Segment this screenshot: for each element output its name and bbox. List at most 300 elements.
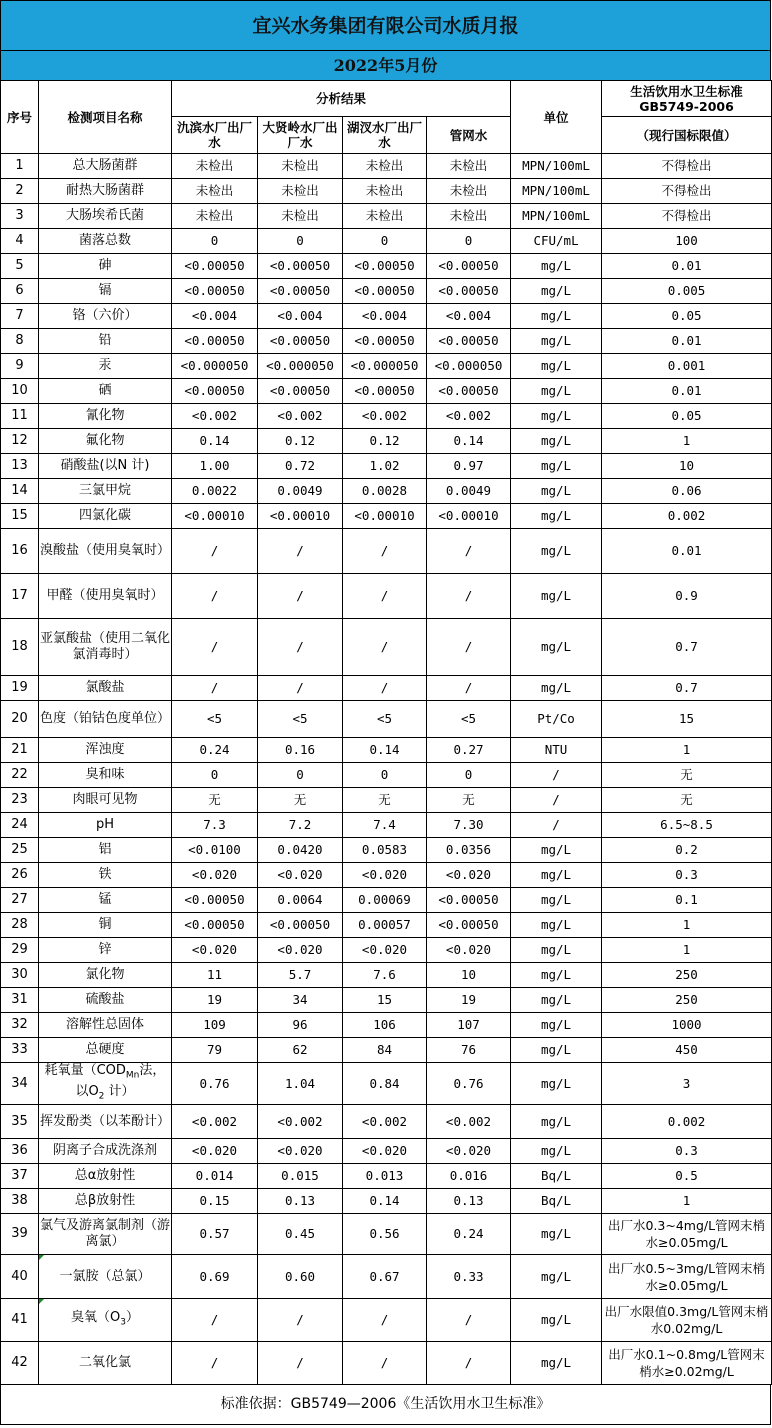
result-value: 0.015	[258, 1164, 343, 1189]
result-value: <0.00050	[258, 379, 343, 404]
result-value: <0.004	[427, 304, 511, 329]
result-value: <0.00010	[343, 504, 427, 529]
result-value: 无	[343, 788, 427, 813]
row-number: 4	[1, 229, 39, 254]
result-value: 0	[343, 763, 427, 788]
result-value: /	[258, 1299, 343, 1342]
unit-value: mg/L	[511, 574, 602, 619]
result-value: 0.016	[427, 1164, 511, 1189]
result-value: 未检出	[427, 154, 511, 179]
result-value: /	[172, 574, 258, 619]
result-value: 0.76	[427, 1063, 511, 1105]
standard-limit: 0.01	[602, 329, 772, 354]
row-number: 8	[1, 329, 39, 354]
item-name: 溴酸盐（使用臭氧时）	[39, 529, 172, 574]
unit-value: mg/L	[511, 963, 602, 988]
result-value: <0.00050	[172, 254, 258, 279]
col-header-analysis: 分析结果	[172, 81, 511, 117]
result-value: 0	[172, 763, 258, 788]
row-number: 24	[1, 813, 39, 838]
table-row	[1, 454, 772, 479]
result-value: <0.00050	[343, 379, 427, 404]
row-number: 27	[1, 888, 39, 913]
item-name: 四氯化碳	[39, 504, 172, 529]
item-name: 总α放射性	[39, 1164, 172, 1189]
unit-value: MPN/100mL	[511, 204, 602, 229]
result-value: <0.020	[427, 1139, 511, 1164]
result-value: <0.020	[427, 938, 511, 963]
result-value: 0.0064	[258, 888, 343, 913]
result-value: <0.000050	[258, 354, 343, 379]
result-value: 无	[427, 788, 511, 813]
result-value: 0	[258, 763, 343, 788]
result-value: /	[172, 1342, 258, 1385]
result-value: 7.30	[427, 813, 511, 838]
table-row	[1, 1139, 772, 1164]
result-value: 0.72	[258, 454, 343, 479]
result-value: 0.24	[427, 1214, 511, 1255]
unit-value: Bq/L	[511, 1189, 602, 1214]
result-value: 无	[172, 788, 258, 813]
result-value: 0.13	[427, 1189, 511, 1214]
result-value: /	[427, 1299, 511, 1342]
item-name: 铬（六价）	[39, 304, 172, 329]
result-value: 0.00069	[343, 888, 427, 913]
unit-value: mg/L	[511, 379, 602, 404]
table-row	[1, 1063, 772, 1105]
row-number: 15	[1, 504, 39, 529]
item-name-part: 计）	[104, 1083, 135, 1099]
table-row	[1, 938, 772, 963]
unit-value: mg/L	[511, 329, 602, 354]
result-value: 0	[258, 229, 343, 254]
result-value: <0.002	[258, 404, 343, 429]
item-name: 锌	[39, 938, 172, 963]
cell-comment-marker	[39, 1299, 44, 1304]
result-value: 0.97	[427, 454, 511, 479]
row-number: 29	[1, 938, 39, 963]
row-number: 30	[1, 963, 39, 988]
col-header-plant-jiubin: 氿滨水厂出厂水	[172, 117, 258, 154]
unit-value: mg/L	[511, 619, 602, 676]
table-row	[1, 279, 772, 304]
row-number: 20	[1, 701, 39, 738]
unit-value: mg/L	[511, 1013, 602, 1038]
result-value: /	[172, 529, 258, 574]
result-value: <0.00050	[343, 329, 427, 354]
result-value: <0.020	[258, 863, 343, 888]
result-value: 0.14	[172, 429, 258, 454]
item-name: 肉眼可见物	[39, 788, 172, 813]
result-value: /	[343, 676, 427, 701]
result-value: 10	[427, 963, 511, 988]
row-number: 25	[1, 838, 39, 863]
standard-limit: 出厂水0.3~4mg/L管网末梢水≥0.05mg/L	[602, 1214, 772, 1255]
item-name: 砷	[39, 254, 172, 279]
item-name: 二氧化氯	[39, 1342, 172, 1385]
table-row	[1, 504, 772, 529]
result-value: 0	[427, 229, 511, 254]
result-value: 0.76	[172, 1063, 258, 1105]
result-value: 0.57	[172, 1214, 258, 1255]
standard-limit: 0.01	[602, 379, 772, 404]
standard-limit: 无	[602, 763, 772, 788]
result-value: <0.002	[343, 1105, 427, 1139]
result-value: <0.020	[343, 1139, 427, 1164]
item-name: 菌落总数	[39, 229, 172, 254]
row-number: 14	[1, 479, 39, 504]
result-value: 0.67	[343, 1255, 427, 1299]
result-value: <5	[258, 701, 343, 738]
result-value: <0.020	[427, 863, 511, 888]
row-number: 34	[1, 1063, 39, 1105]
result-value: 0.13	[258, 1189, 343, 1214]
standard-limit: 出厂水0.1~0.8mg/L管网末梢水≥0.02mg/L	[602, 1342, 772, 1385]
unit-value: Bq/L	[511, 1164, 602, 1189]
row-number: 1	[1, 154, 39, 179]
result-value: /	[343, 574, 427, 619]
item-name: 氟化物	[39, 429, 172, 454]
result-value: /	[258, 676, 343, 701]
table-row	[1, 529, 772, 574]
result-value: /	[172, 1299, 258, 1342]
result-value: 7.4	[343, 813, 427, 838]
standard-limit: 0.7	[602, 676, 772, 701]
standard-limit: 0.9	[602, 574, 772, 619]
result-value: 未检出	[258, 204, 343, 229]
result-value: <0.002	[427, 404, 511, 429]
result-value: 19	[427, 988, 511, 1013]
footer-note: 标准依据：GB5749—2006《生活饮用水卫生标准》	[0, 1385, 771, 1425]
result-value: 0.14	[343, 1189, 427, 1214]
item-name: 耐热大肠菌群	[39, 179, 172, 204]
item-name-part: 法，以O	[75, 1063, 166, 1099]
table-row	[1, 763, 772, 788]
result-value: 未检出	[427, 179, 511, 204]
item-name: 氯气及游离氯制剂（游离氯）	[39, 1214, 172, 1255]
unit-value: /	[511, 763, 602, 788]
result-value: 0.12	[258, 429, 343, 454]
result-value: /	[427, 1342, 511, 1385]
result-value: <0.00010	[172, 504, 258, 529]
standard-limit: 1	[602, 1189, 772, 1214]
result-value: 0.12	[343, 429, 427, 454]
unit-value: mg/L	[511, 888, 602, 913]
standard-limit: 不得检出	[602, 179, 772, 204]
table-row	[1, 1038, 772, 1063]
item-name: 三氯甲烷	[39, 479, 172, 504]
result-value: <0.00050	[172, 329, 258, 354]
row-number: 13	[1, 454, 39, 479]
result-value: <0.00050	[258, 329, 343, 354]
standard-limit: 10	[602, 454, 772, 479]
result-value: <0.00050	[172, 379, 258, 404]
result-value: <0.020	[258, 1139, 343, 1164]
unit-value: mg/L	[511, 304, 602, 329]
result-value: 未检出	[343, 204, 427, 229]
item-name-subscript: 3	[120, 1317, 126, 1328]
unit-value: mg/L	[511, 1342, 602, 1385]
item-name: 硒	[39, 379, 172, 404]
table-row	[1, 304, 772, 329]
col-header-item: 检测项目名称	[39, 81, 172, 154]
result-value: 0.0022	[172, 479, 258, 504]
standard-limit: 0.002	[602, 1105, 772, 1139]
result-value: /	[343, 619, 427, 676]
unit-value: mg/L	[511, 279, 602, 304]
row-number: 41	[1, 1299, 39, 1342]
result-value: 0.0583	[343, 838, 427, 863]
result-value: 7.2	[258, 813, 343, 838]
result-value: /	[343, 1342, 427, 1385]
standard-limit: 出厂水限值0.3mg/L管网末梢水0.02mg/L	[602, 1299, 772, 1342]
result-value: <0.020	[343, 938, 427, 963]
result-value: 0.56	[343, 1214, 427, 1255]
result-value: /	[343, 529, 427, 574]
standard-limit: 0.05	[602, 404, 772, 429]
item-name: 亚氯酸盐（使用二氧化氯消毒时）	[39, 619, 172, 676]
result-value: /	[427, 676, 511, 701]
table-row	[1, 329, 772, 354]
table-row	[1, 963, 772, 988]
table-row	[1, 838, 772, 863]
unit-value: mg/L	[511, 676, 602, 701]
item-name: 臭和味	[39, 763, 172, 788]
result-value: <0.004	[258, 304, 343, 329]
result-value: 84	[343, 1038, 427, 1063]
result-value: <0.00050	[343, 279, 427, 304]
result-value: <0.00050	[427, 379, 511, 404]
item-name-part: 耗氧量（COD	[44, 1063, 126, 1078]
report-title: 宜兴水务集团有限公司水质月报	[0, 0, 771, 50]
result-value: /	[258, 529, 343, 574]
item-name: 硫酸盐	[39, 988, 172, 1013]
row-number: 23	[1, 788, 39, 813]
result-value: 79	[172, 1038, 258, 1063]
table-row	[1, 1255, 772, 1299]
result-value: <0.002	[172, 1105, 258, 1139]
unit-value: mg/L	[511, 1105, 602, 1139]
item-name: 阴离子合成洗涤剂	[39, 1139, 172, 1164]
table-row	[1, 229, 772, 254]
table-row	[1, 738, 772, 763]
water-quality-table	[0, 80, 772, 1385]
standard-limit: 1	[602, 938, 772, 963]
result-value: 109	[172, 1013, 258, 1038]
result-value: 0.27	[427, 738, 511, 763]
result-value: 0.15	[172, 1189, 258, 1214]
result-value: 0.84	[343, 1063, 427, 1105]
result-value: /	[172, 619, 258, 676]
unit-value: MPN/100mL	[511, 179, 602, 204]
standard-limit: 0.1	[602, 888, 772, 913]
table-row	[1, 479, 772, 504]
standard-limit: 100	[602, 229, 772, 254]
header-row-1	[1, 81, 772, 117]
row-number: 40	[1, 1255, 39, 1299]
result-value: <0.00050	[172, 888, 258, 913]
result-value: 0.33	[427, 1255, 511, 1299]
table-row	[1, 1105, 772, 1139]
unit-value: NTU	[511, 738, 602, 763]
row-number: 17	[1, 574, 39, 619]
result-value: 无	[258, 788, 343, 813]
result-value: 1.00	[172, 454, 258, 479]
result-value: 11	[172, 963, 258, 988]
row-number: 32	[1, 1013, 39, 1038]
result-value: <0.002	[427, 1105, 511, 1139]
row-number: 10	[1, 379, 39, 404]
row-number: 19	[1, 676, 39, 701]
item-name: 色度（铂钴色度单位）	[39, 701, 172, 738]
item-name: 铜	[39, 913, 172, 938]
standard-limit: 出厂水0.5~3mg/L管网末梢水≥0.05mg/L	[602, 1255, 772, 1299]
col-header-standard: 生活饮用水卫生标准 GB5749-2006	[602, 81, 772, 117]
table-body	[1, 154, 772, 1385]
item-name-part: ）	[125, 1309, 139, 1325]
table-row	[1, 379, 772, 404]
table-row	[1, 863, 772, 888]
col-header-plant-daxianling: 大贤岭水厂出厂水	[258, 117, 343, 154]
table-row	[1, 1164, 772, 1189]
result-value: 0.0028	[343, 479, 427, 504]
item-name: 氯酸盐	[39, 676, 172, 701]
item-name: 总β放射性	[39, 1189, 172, 1214]
result-value: <0.00050	[172, 913, 258, 938]
unit-value: mg/L	[511, 404, 602, 429]
cell-comment-marker	[39, 1255, 44, 1260]
item-name: 氰化物	[39, 404, 172, 429]
result-value: <0.004	[343, 304, 427, 329]
result-value: 0.013	[343, 1164, 427, 1189]
item-name: 一氯胺（总氯）	[39, 1255, 172, 1299]
standard-limit: 0.5	[602, 1164, 772, 1189]
result-value: 15	[343, 988, 427, 1013]
unit-value: Pt/Co	[511, 701, 602, 738]
result-value: <0.00050	[427, 913, 511, 938]
result-value: <0.000050	[172, 354, 258, 379]
item-name: 甲醛（使用臭氧时）	[39, 574, 172, 619]
standard-limit: 1	[602, 913, 772, 938]
standard-limit: 0.002	[602, 504, 772, 529]
item-name: 汞	[39, 354, 172, 379]
result-value: <0.020	[172, 863, 258, 888]
standard-limit: 0.001	[602, 354, 772, 379]
result-value: /	[427, 619, 511, 676]
unit-value: mg/L	[511, 254, 602, 279]
standard-limit: 0.2	[602, 838, 772, 863]
item-name: 氯化物	[39, 963, 172, 988]
table-row	[1, 1189, 772, 1214]
standard-limit: 0.005	[602, 279, 772, 304]
row-number: 9	[1, 354, 39, 379]
result-value: 34	[258, 988, 343, 1013]
standard-limit: 0.3	[602, 863, 772, 888]
result-value: /	[343, 1299, 427, 1342]
item-name: 锰	[39, 888, 172, 913]
row-number: 22	[1, 763, 39, 788]
table-row	[1, 913, 772, 938]
result-value: /	[258, 574, 343, 619]
standard-limit: 不得检出	[602, 204, 772, 229]
col-header-network: 管网水	[427, 117, 511, 154]
result-value: <0.00050	[427, 254, 511, 279]
result-value: 0.16	[258, 738, 343, 763]
result-value: 62	[258, 1038, 343, 1063]
table-row	[1, 1299, 772, 1342]
table-row	[1, 888, 772, 913]
result-value: 7.6	[343, 963, 427, 988]
standard-limit: 15	[602, 701, 772, 738]
result-value: <0.00050	[343, 254, 427, 279]
standard-limit: 250	[602, 963, 772, 988]
unit-value: /	[511, 788, 602, 813]
result-value: <0.00010	[258, 504, 343, 529]
table-row	[1, 676, 772, 701]
result-value: 0.014	[172, 1164, 258, 1189]
standard-limit: 0.05	[602, 304, 772, 329]
result-value: <0.020	[172, 1139, 258, 1164]
result-value: <0.0100	[172, 838, 258, 863]
row-number: 3	[1, 204, 39, 229]
standard-limit: 1	[602, 738, 772, 763]
result-value: 0.14	[427, 429, 511, 454]
result-value: /	[258, 619, 343, 676]
standard-limit: 0.7	[602, 619, 772, 676]
row-number: 16	[1, 529, 39, 574]
row-number: 18	[1, 619, 39, 676]
table-row	[1, 988, 772, 1013]
result-value: 0.69	[172, 1255, 258, 1299]
result-value: 107	[427, 1013, 511, 1038]
item-name: 总大肠菌群	[39, 154, 172, 179]
unit-value: /	[511, 813, 602, 838]
item-name-subscript: Mn	[125, 1070, 140, 1081]
result-value: /	[427, 574, 511, 619]
result-value: 7.3	[172, 813, 258, 838]
standard-limit: 250	[602, 988, 772, 1013]
result-value: /	[427, 529, 511, 574]
result-value: <0.002	[172, 404, 258, 429]
unit-value: mg/L	[511, 1299, 602, 1342]
result-value: <0.002	[258, 1105, 343, 1139]
result-value: 未检出	[258, 154, 343, 179]
result-value: 0.0356	[427, 838, 511, 863]
result-value: <0.00050	[172, 279, 258, 304]
unit-value: mg/L	[511, 1255, 602, 1299]
result-value: 未检出	[343, 179, 427, 204]
unit-value: mg/L	[511, 479, 602, 504]
result-value: 0	[172, 229, 258, 254]
unit-value: mg/L	[511, 988, 602, 1013]
item-name: 铅	[39, 329, 172, 354]
row-number: 26	[1, 863, 39, 888]
unit-value: mg/L	[511, 863, 602, 888]
result-value: 0	[343, 229, 427, 254]
item-name	[39, 1063, 172, 1105]
standard-limit: 0.01	[602, 254, 772, 279]
standard-limit: 0.01	[602, 529, 772, 574]
row-number: 42	[1, 1342, 39, 1385]
row-number: 31	[1, 988, 39, 1013]
standard-limit: 0.3	[602, 1139, 772, 1164]
unit-value: CFU/mL	[511, 229, 602, 254]
result-value: <0.00050	[427, 279, 511, 304]
result-value: 0	[427, 763, 511, 788]
standard-limit: 无	[602, 788, 772, 813]
row-number: 12	[1, 429, 39, 454]
result-value: 0.00057	[343, 913, 427, 938]
